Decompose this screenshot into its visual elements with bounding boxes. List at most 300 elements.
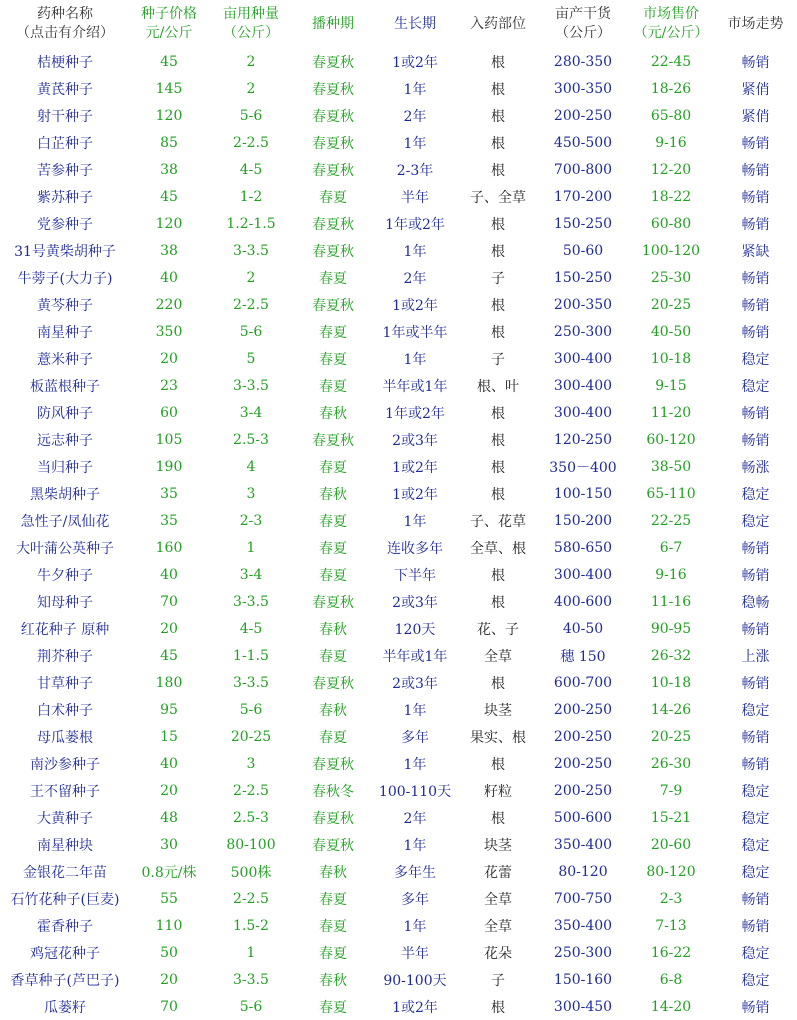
- medicinal-part: 全草: [484, 891, 512, 908]
- sow-period: 春夏: [319, 189, 347, 206]
- header-sow: 播种期: [312, 15, 354, 32]
- seed-name-link[interactable]: 当归种子: [37, 459, 93, 476]
- seed-amount: 3-3.5: [233, 242, 269, 259]
- seed-name-link[interactable]: 黄芪种子: [37, 81, 93, 98]
- market-trend: 畅销: [741, 324, 770, 341]
- yield: 300-450: [553, 998, 613, 1015]
- sow-period: 春夏秋: [312, 135, 354, 152]
- growth-period: 半年或1年: [382, 648, 448, 665]
- sow-period: 春夏秋: [312, 756, 354, 773]
- market-price: 90-95: [650, 620, 692, 637]
- growth-period: 2或3年: [392, 432, 438, 449]
- sow-period: 春秋冬: [312, 783, 354, 800]
- seed-price: 20: [160, 971, 178, 988]
- seed-price: 23: [160, 377, 178, 394]
- medicinal-part: 根: [491, 675, 505, 692]
- sow-period: 春夏: [319, 513, 347, 530]
- growth-period: 半年或1年: [382, 378, 448, 395]
- table-row: [0, 264, 797, 291]
- market-trend: 紧俏: [741, 108, 770, 125]
- sow-period: 春夏秋: [312, 243, 354, 260]
- growth-period: 2年: [403, 810, 427, 827]
- growth-period: 2年: [403, 270, 427, 287]
- market-trend: 畅销: [741, 189, 770, 206]
- sow-period: 春秋: [319, 621, 347, 638]
- seed-price: 45: [160, 53, 178, 70]
- market-trend: 稳定: [741, 513, 770, 530]
- seed-price: 105: [155, 431, 183, 448]
- growth-period: 连收多年: [387, 540, 443, 557]
- growth-period: 90-100天: [383, 972, 447, 989]
- market-price: 6-8: [659, 971, 683, 988]
- seed-name-link[interactable]: 急性子/凤仙花: [20, 513, 110, 530]
- market-trend: 稳定: [741, 837, 770, 854]
- sow-period: 春夏秋: [312, 837, 354, 854]
- seed-amount: 5-6: [239, 998, 263, 1015]
- market-price: 15-21: [650, 809, 692, 826]
- sow-period: 春夏: [319, 540, 347, 557]
- seed-name-link[interactable]: 金银花二年苗: [23, 864, 107, 881]
- growth-period: 1年或半年: [382, 324, 448, 341]
- yield: 150-250: [553, 269, 613, 286]
- sow-period: 春夏: [319, 351, 347, 368]
- market-trend: 畅销: [741, 891, 770, 908]
- table-row: [0, 912, 797, 939]
- medicinal-part: 根: [491, 459, 505, 476]
- market-price: 14-26: [650, 701, 692, 718]
- growth-period: 1年: [403, 351, 427, 368]
- seed-amount: 80-100: [226, 836, 276, 853]
- seed-amount: 2: [246, 269, 256, 286]
- yield: 600-700: [553, 674, 613, 691]
- medicinal-part: 果实、根: [470, 729, 526, 746]
- market-trend: 畅销: [741, 729, 770, 746]
- market-price: 65-110: [646, 485, 696, 502]
- seed-price: 190: [155, 458, 183, 475]
- yield: 120-250: [553, 431, 613, 448]
- seed-name-link[interactable]: 苦参种子: [37, 162, 93, 179]
- sow-period: 春秋: [319, 405, 347, 422]
- header-price: 种子价格 元/公斤: [141, 6, 197, 41]
- seed-amount: 1.5-2: [233, 917, 269, 934]
- seed-price: 160: [155, 539, 183, 556]
- sow-period: 春夏秋: [312, 297, 354, 314]
- table-row: [0, 102, 797, 129]
- seed-amount: 2-2.5: [233, 782, 269, 799]
- seed-name-link[interactable]: 南星种子: [37, 324, 93, 341]
- seed-amount: 2-3: [239, 512, 263, 529]
- market-trend: 畅销: [741, 756, 770, 773]
- yield: 350-400: [553, 917, 613, 934]
- seed-name-link[interactable]: 霍香种子: [37, 918, 93, 935]
- seed-price: 55: [160, 890, 178, 907]
- seed-amount: 5-6: [239, 701, 263, 718]
- seed-price: 35: [160, 512, 178, 529]
- market-trend: 稳定: [741, 351, 770, 368]
- table-row: [0, 372, 797, 399]
- yield: 40-50: [562, 620, 604, 637]
- yield: 300-400: [553, 377, 613, 394]
- yield: 150-200: [553, 512, 613, 529]
- growth-period: 1或2年: [392, 459, 438, 476]
- header-trend: 市场走势: [727, 15, 784, 32]
- table-row: [0, 48, 797, 75]
- market-price: 11-20: [650, 404, 692, 421]
- table-row: [0, 993, 797, 1020]
- growth-period: 1或2年: [392, 999, 438, 1016]
- seed-price: 40: [160, 269, 178, 286]
- seed-name-link[interactable]: 牛夕种子: [37, 567, 93, 584]
- sow-period: 春夏秋: [312, 675, 354, 692]
- market-trend: 畅销: [741, 216, 770, 233]
- table-row: [0, 804, 797, 831]
- market-price: 16-22: [650, 944, 692, 961]
- seed-amount: 3-3.5: [233, 674, 269, 691]
- yield: 250-300: [553, 323, 613, 340]
- table-row: [0, 723, 797, 750]
- seed-name-link[interactable]: 荆芥种子: [37, 648, 93, 665]
- seed-price: 110: [155, 917, 183, 934]
- medicinal-part: 根: [491, 81, 505, 98]
- medicinal-part: 花朵: [484, 945, 512, 962]
- table-row: [0, 966, 797, 993]
- market-price: 18-26: [650, 80, 692, 97]
- yield: 700-800: [553, 161, 613, 178]
- header-amount: 亩用种量 （公斤）: [223, 6, 279, 41]
- market-trend: 紧缺: [741, 243, 770, 260]
- medicinal-part: 根: [491, 810, 505, 827]
- seed-amount: 2: [246, 53, 256, 70]
- yield: 250-300: [553, 944, 613, 961]
- table-row: [0, 588, 797, 615]
- market-trend: 稳畅: [741, 594, 770, 611]
- medicinal-part: 全草、根: [470, 540, 526, 557]
- seed-price: 70: [160, 593, 178, 610]
- seed-name-link[interactable]: 黄芩种子: [37, 297, 93, 314]
- table-row: [0, 237, 797, 264]
- market-price: 11-16: [650, 593, 692, 610]
- seed-name-link[interactable]: 紫苏种子: [37, 189, 93, 206]
- growth-period: 1年: [403, 756, 427, 773]
- seed-amount: 3-4: [239, 566, 263, 583]
- seed-name-link[interactable]: 南沙参种子: [30, 756, 100, 773]
- table-row: [0, 507, 797, 534]
- seed-price: 220: [155, 296, 183, 313]
- seed-price: 85: [160, 134, 178, 151]
- seed-amount: 2-2.5: [233, 296, 269, 313]
- seed-name-link[interactable]: 31号黄柴胡种子: [14, 243, 116, 260]
- market-trend: 紧俏: [741, 81, 770, 98]
- yield: 300-350: [553, 80, 613, 97]
- header-row: [0, 0, 797, 48]
- growth-period: 1年: [403, 918, 427, 935]
- medicinal-part: 籽粒: [484, 783, 512, 800]
- seed-name-link[interactable]: 鸡冠花种子: [30, 945, 100, 962]
- seed-name-link[interactable]: 黑柴胡种子: [30, 486, 100, 503]
- growth-period: 多年生: [394, 864, 436, 881]
- market-trend: 稳定: [741, 702, 770, 719]
- medicinal-part: 根: [491, 54, 505, 71]
- growth-period: 1年: [403, 837, 427, 854]
- seed-amount: 5-6: [239, 323, 263, 340]
- medicinal-part: 子、花草: [470, 513, 526, 530]
- sow-period: 春秋: [319, 972, 347, 989]
- seed-amount: 3-3.5: [233, 593, 269, 610]
- seed-name-link[interactable]: 香草种子(芦巴子): [10, 972, 120, 989]
- market-price: 9-15: [655, 377, 687, 394]
- market-trend: 畅销: [741, 999, 770, 1016]
- seed-amount: 1-1.5: [233, 647, 269, 664]
- seed-price: 60: [160, 404, 178, 421]
- market-trend: 上涨: [741, 648, 770, 665]
- market-price: 60-120: [646, 431, 696, 448]
- sow-period: 春夏: [319, 567, 347, 584]
- table-row: [0, 696, 797, 723]
- sow-period: 春夏秋: [312, 216, 354, 233]
- seed-name-link[interactable]: 白术种子: [37, 702, 93, 719]
- sow-period: 春夏: [319, 729, 347, 746]
- sow-period: 春夏秋: [312, 54, 354, 71]
- seed-price: 45: [160, 647, 178, 664]
- table-row: [0, 75, 797, 102]
- seed-price: 48: [160, 809, 178, 826]
- table-row: [0, 345, 797, 372]
- seed-price: 145: [155, 80, 183, 97]
- market-price: 20-25: [650, 728, 692, 745]
- seed-amount: 1: [246, 539, 256, 556]
- seed-price: 0.8元/株: [141, 864, 197, 881]
- yield: 200-250: [553, 701, 613, 718]
- seed-amount: 4-5: [239, 620, 263, 637]
- seed-name-link[interactable]: 大叶蒲公英种子: [16, 540, 114, 557]
- yield: 50-60: [562, 242, 604, 259]
- market-price: 2-3: [659, 890, 683, 907]
- medicinal-part: 全草: [484, 648, 512, 665]
- yield: 200-250: [553, 107, 613, 124]
- sow-period: 春夏秋: [312, 432, 354, 449]
- seed-name-link[interactable]: 桔梗种子: [37, 54, 93, 71]
- market-trend: 稳定: [741, 486, 770, 503]
- header-name: 药种名称 （点击有介绍）: [16, 6, 114, 41]
- yield: 80-120: [558, 863, 608, 880]
- growth-period: 1年: [403, 702, 427, 719]
- table-row: [0, 750, 797, 777]
- table-row: [0, 426, 797, 453]
- market-trend: 畅销: [741, 54, 770, 71]
- seed-name-link[interactable]: 石竹花种子(巨麦): [10, 891, 120, 908]
- seed-name-link[interactable]: 瓜蒌籽: [44, 999, 86, 1016]
- growth-period: 1或2年: [392, 54, 438, 71]
- header-yield: 亩产干货 （公斤）: [555, 6, 611, 41]
- table-row: [0, 156, 797, 183]
- yield: 200-250: [553, 728, 613, 745]
- seed-name-link[interactable]: 射干种子: [37, 108, 93, 125]
- sow-period: 春夏秋: [312, 810, 354, 827]
- seed-price: 120: [155, 215, 183, 232]
- market-trend: 畅销: [741, 918, 770, 935]
- growth-period: 2或3年: [392, 594, 438, 611]
- seed-price: 38: [160, 242, 178, 259]
- medicinal-part: 根: [491, 999, 505, 1016]
- growth-period: 下半年: [394, 567, 436, 584]
- growth-period: 2-3年: [396, 162, 434, 179]
- medicinal-part: 根: [491, 135, 505, 152]
- market-price: 22-45: [650, 53, 692, 70]
- seed-price: 20: [160, 782, 178, 799]
- seed-amount: 500株: [230, 864, 272, 881]
- medicinal-part: 子: [491, 270, 505, 287]
- seed-name-link[interactable]: 母瓜蒌根: [37, 729, 93, 746]
- market-price: 26-30: [650, 755, 692, 772]
- table-row: [0, 885, 797, 912]
- seed-price: 45: [160, 188, 178, 205]
- growth-period: 2或3年: [392, 675, 438, 692]
- market-price: 9-16: [655, 134, 687, 151]
- yield: 500-600: [553, 809, 613, 826]
- medicinal-part: 根: [491, 108, 505, 125]
- market-price: 38-50: [650, 458, 692, 475]
- market-trend: 畅销: [741, 135, 770, 152]
- header-growth: 生长期: [394, 15, 436, 32]
- seed-price: 40: [160, 755, 178, 772]
- seed-name-link[interactable]: 南星种块: [37, 837, 93, 854]
- market-trend: 畅销: [741, 621, 770, 638]
- seed-price: 38: [160, 161, 178, 178]
- seed-name-link[interactable]: 王不留种子: [30, 783, 100, 800]
- growth-period: 100-110天: [378, 783, 452, 800]
- yield: 580-650: [553, 539, 613, 556]
- seed-amount: 3: [246, 485, 256, 502]
- seed-name-link[interactable]: 党参种子: [37, 216, 93, 233]
- seed-amount: 3-4: [239, 404, 263, 421]
- seed-amount: 2.5-3: [233, 431, 269, 448]
- sow-period: 春夏秋: [312, 594, 354, 611]
- table-row: [0, 831, 797, 858]
- market-price: 22-25: [650, 512, 692, 529]
- sow-period: 春夏: [319, 270, 347, 287]
- seed-price: 20: [160, 350, 178, 367]
- market-trend: 稳定: [741, 378, 770, 395]
- yield: 350－400: [549, 459, 617, 476]
- growth-period: 1年: [403, 135, 427, 152]
- market-price: 26-32: [650, 647, 692, 664]
- medicinal-part: 花蕾: [484, 864, 512, 881]
- seed-price: 50: [160, 944, 178, 961]
- market-price: 18-22: [650, 188, 692, 205]
- market-price: 14-20: [650, 998, 692, 1015]
- medicinal-part: 根、叶: [477, 378, 519, 395]
- seed-amount: 2-2.5: [233, 134, 269, 151]
- seed-name-link[interactable]: 知母种子: [37, 594, 93, 611]
- seed-name-link[interactable]: 红花种子 原种: [20, 621, 110, 638]
- table-row: [0, 561, 797, 588]
- table-row: [0, 210, 797, 237]
- seed-name-link[interactable]: 牛蒡子(大力子): [17, 270, 113, 287]
- market-price: 65-80: [650, 107, 692, 124]
- medicinal-part: 根: [491, 405, 505, 422]
- yield: 200-250: [553, 755, 613, 772]
- seed-name-link[interactable]: 防风种子: [37, 405, 93, 422]
- market-trend: 畅销: [741, 540, 770, 557]
- table-row: [0, 453, 797, 480]
- market-price: 20-60: [650, 836, 692, 853]
- medicinal-part: 根: [491, 432, 505, 449]
- seed-amount: 2.5-3: [233, 809, 269, 826]
- sow-period: 春夏: [319, 324, 347, 341]
- yield: 150-250: [553, 215, 613, 232]
- sow-period: 春秋: [319, 864, 347, 881]
- seed-price: 95: [160, 701, 178, 718]
- market-price: 80-120: [646, 863, 696, 880]
- seed-name-link[interactable]: 甘草种子: [37, 675, 93, 692]
- growth-period: 多年: [401, 891, 429, 908]
- medicinal-part: 全草: [484, 918, 512, 935]
- market-price: 100-120: [641, 242, 701, 259]
- yield: 100-150: [553, 485, 613, 502]
- seed-name-link[interactable]: 大黄种子: [37, 810, 93, 827]
- seed-price: 180: [155, 674, 183, 691]
- medicinal-part: 块茎: [484, 702, 512, 719]
- seed-amount: 1.2-1.5: [226, 215, 276, 232]
- table-row: [0, 615, 797, 642]
- seed-name-link[interactable]: 薏米种子: [37, 351, 93, 368]
- growth-period: 2年: [403, 108, 427, 125]
- medicinal-part: 根: [491, 297, 505, 314]
- market-price: 25-30: [650, 269, 692, 286]
- seed-amount: 2: [246, 80, 256, 97]
- seed-amount: 1-2: [239, 188, 263, 205]
- medicinal-part: 根: [491, 324, 505, 341]
- medicinal-part: 花、子: [477, 621, 519, 638]
- yield: 350-400: [553, 836, 613, 853]
- seed-amount: 3: [246, 755, 256, 772]
- sow-period: 春夏: [319, 891, 347, 908]
- growth-period: 1年: [403, 513, 427, 530]
- market-trend: 畅涨: [741, 459, 770, 476]
- medicinal-part: 根: [491, 567, 505, 584]
- market-price: 6-7: [659, 539, 683, 556]
- sow-period: 春秋: [319, 486, 347, 503]
- seed-name-link[interactable]: 远志种子: [37, 432, 93, 449]
- sow-period: 春夏: [319, 648, 347, 665]
- growth-period: 1年或2年: [385, 216, 445, 233]
- yield: 穗 150: [560, 648, 606, 665]
- sow-period: 春夏: [319, 918, 347, 935]
- market-price: 40-50: [650, 323, 692, 340]
- seed-amount: 5: [246, 350, 256, 367]
- yield: 450-500: [553, 134, 613, 151]
- growth-period: 1年: [403, 243, 427, 260]
- seed-name-link[interactable]: 板蓝根种子: [30, 378, 100, 395]
- seed-price: 40: [160, 566, 178, 583]
- sow-period: 春夏秋: [312, 108, 354, 125]
- market-trend: 稳定: [741, 945, 770, 962]
- market-trend: 畅销: [741, 405, 770, 422]
- market-trend: 畅销: [741, 567, 770, 584]
- table-row: [0, 669, 797, 696]
- table-row: [0, 318, 797, 345]
- growth-period: 1或2年: [392, 486, 438, 503]
- growth-period: 多年: [401, 729, 429, 746]
- table-row: [0, 642, 797, 669]
- growth-period: 1年或2年: [385, 405, 445, 422]
- seed-amount: 3-3.5: [233, 971, 269, 988]
- medicinal-part: 子、全草: [470, 189, 526, 206]
- medicinal-part: 子: [491, 351, 505, 368]
- seed-name-link[interactable]: 白芷种子: [37, 135, 93, 152]
- seed-price: 120: [155, 107, 183, 124]
- market-trend: 畅销: [741, 297, 770, 314]
